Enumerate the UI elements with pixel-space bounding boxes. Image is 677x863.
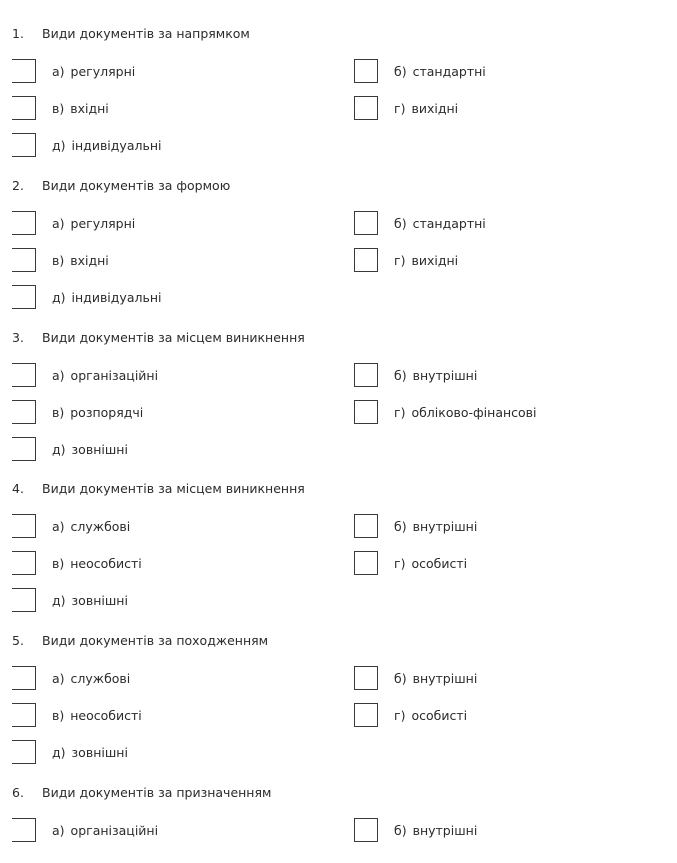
question-number: 3. [12,330,24,345]
question-number: 4. [12,481,24,496]
answer-letter: а) [52,367,65,383]
answer-letter: в) [52,100,65,116]
answer-option[interactable] [354,666,477,690]
question-text: Види документів за формою [42,178,231,193]
answer-label [52,745,128,760]
question-text: Види документів за місцем виникнення [42,330,305,345]
answer-option[interactable] [12,248,109,272]
answer-option[interactable] [12,703,142,727]
question-title [12,785,271,801]
answer-option[interactable] [354,211,486,235]
answer-label [52,519,130,534]
question-text: Види документів за напрямком [42,26,250,41]
answer-letter: д) [52,137,66,153]
answer-checkbox[interactable] [12,248,36,272]
answer-text: стандартні [412,63,486,79]
answer-letter: в) [52,707,65,723]
answer-checkbox[interactable] [12,666,36,690]
question-number: 2. [12,178,24,193]
answer-letter: б) [394,367,407,383]
answer-label [52,216,135,231]
answer-option[interactable] [354,703,467,727]
answer-letter: д) [52,592,66,608]
answer-letter: б) [394,63,407,79]
question-title [12,481,305,497]
answer-letter: б) [394,822,407,838]
answer-label [52,368,158,383]
answer-checkbox[interactable] [12,363,36,387]
answer-label [52,290,162,305]
answer-letter: а) [52,63,65,79]
answer-text: зовнішні [71,744,128,760]
answer-label [394,405,537,420]
answer-option[interactable] [354,818,477,842]
answer-label [52,708,142,723]
answer-label [52,64,135,79]
answer-option[interactable] [12,740,128,764]
answer-text: організаційні [70,367,159,383]
question-title [12,178,230,194]
answer-checkbox[interactable] [12,551,36,575]
answer-label [394,253,458,268]
answer-checkbox[interactable] [354,551,378,575]
answer-text: службові [70,670,131,686]
answer-letter: г) [394,252,406,268]
answer-option[interactable] [354,59,486,83]
answer-letter: а) [52,518,65,534]
answer-label [52,405,143,420]
answer-text: вхідні [70,100,109,116]
answer-letter: б) [394,670,407,686]
answer-text: внутрішні [412,822,478,838]
answer-option[interactable] [354,248,458,272]
answer-option[interactable] [12,588,128,612]
answer-label [394,519,477,534]
answer-text: вихідні [411,100,459,116]
answer-option[interactable] [354,96,458,120]
answer-text: внутрішні [412,670,478,686]
answer-text: регулярні [70,63,136,79]
answer-option[interactable] [354,514,477,538]
answer-checkbox[interactable] [12,818,36,842]
question-number: 1. [12,26,24,41]
answer-text: організаційні [70,822,159,838]
answer-checkbox[interactable] [12,400,36,424]
answer-letter: г) [394,100,406,116]
answer-label [394,556,467,571]
answer-text: неособисті [70,707,142,723]
answer-text: стандартні [412,215,486,231]
answer-letter: д) [52,744,66,760]
answer-text: внутрішні [412,518,478,534]
question-text: Види документів за місцем виникнення [42,481,305,496]
answer-label [394,101,458,116]
question-text: Види документів за призначенням [42,785,272,800]
answer-checkbox[interactable] [354,818,378,842]
answer-label [52,556,142,571]
answer-checkbox[interactable] [354,400,378,424]
answer-letter: а) [52,670,65,686]
answer-label [394,708,467,723]
answer-option[interactable] [12,59,135,83]
answer-label [52,593,128,608]
answer-text: вхідні [70,252,109,268]
answer-label [394,368,477,383]
question-title [12,633,268,649]
answer-letter: в) [52,404,65,420]
answer-option[interactable] [12,551,142,575]
answer-checkbox[interactable] [354,514,378,538]
answer-checkbox[interactable] [12,59,36,83]
answer-label [52,442,128,457]
answer-checkbox[interactable] [12,514,36,538]
answer-label [394,671,477,686]
answer-text: особисті [411,707,468,723]
answer-label [52,138,162,153]
answer-option[interactable] [12,400,143,424]
answer-text: індивідуальні [71,289,162,305]
answer-checkbox[interactable] [12,285,36,309]
answer-text: обліково-фінансові [411,404,537,420]
answer-label [52,671,130,686]
answer-text: службові [70,518,131,534]
answer-label [52,253,109,268]
answer-text: розпорядчі [70,404,144,420]
answer-option[interactable] [354,551,467,575]
answer-checkbox[interactable] [354,248,378,272]
answer-checkbox[interactable] [12,133,36,157]
answer-checkbox[interactable] [354,363,378,387]
answer-checkbox[interactable] [12,703,36,727]
question-title [12,330,305,346]
answer-checkbox[interactable] [354,59,378,83]
answer-option[interactable] [12,437,128,461]
answer-text: внутрішні [412,367,478,383]
answer-option[interactable] [12,96,109,120]
answer-label [394,64,486,79]
answer-letter: б) [394,215,407,231]
answer-option[interactable] [12,133,162,157]
answer-text: неособисті [70,555,142,571]
answer-label [394,823,477,838]
answer-label [394,216,486,231]
answer-letter: а) [52,215,65,231]
answer-letter: г) [394,404,406,420]
answer-text: особисті [411,555,468,571]
answer-checkbox[interactable] [354,96,378,120]
question-number: 5. [12,633,24,648]
question-title [12,26,250,42]
answer-checkbox[interactable] [12,588,36,612]
answer-option[interactable] [12,285,162,309]
answer-checkbox[interactable] [12,437,36,461]
answer-letter: а) [52,822,65,838]
answer-checkbox[interactable] [12,96,36,120]
answer-letter: д) [52,289,66,305]
answer-checkbox[interactable] [354,666,378,690]
answer-option[interactable] [12,363,158,387]
answer-letter: в) [52,252,65,268]
answer-option[interactable] [12,211,135,235]
answer-option[interactable] [12,514,130,538]
answer-checkbox[interactable] [12,740,36,764]
answer-letter: б) [394,518,407,534]
answer-option[interactable] [354,363,477,387]
answer-label [52,101,109,116]
answer-label [52,823,158,838]
answer-text: зовнішні [71,592,128,608]
answer-text: регулярні [70,215,136,231]
answer-checkbox[interactable] [354,703,378,727]
answer-letter: д) [52,441,66,457]
answer-option[interactable] [12,818,158,842]
answer-checkbox[interactable] [12,211,36,235]
question-number: 6. [12,785,24,800]
answer-letter: г) [394,555,406,571]
answer-option[interactable] [354,400,537,424]
answer-letter: в) [52,555,65,571]
answer-text: вихідні [411,252,459,268]
answer-text: зовнішні [71,441,128,457]
answer-checkbox[interactable] [354,211,378,235]
answer-text: індивідуальні [71,137,162,153]
answer-letter: г) [394,707,406,723]
question-text: Види документів за походженням [42,633,269,648]
answer-option[interactable] [12,666,130,690]
